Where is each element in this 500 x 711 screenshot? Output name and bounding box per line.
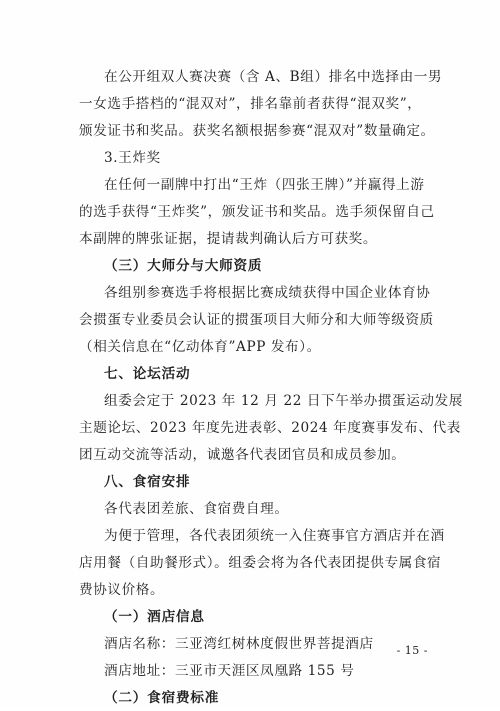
section-heading-master-points: （三）大师分与大师资质	[104, 258, 263, 274]
paragraph-line: 各代表团差旅、食宿费自理。	[104, 501, 289, 517]
paragraph-line: 会掼蛋专业委员会认证的掼蛋项目大师分和大师等级资质	[79, 312, 434, 328]
section-heading-accommodation: 八、食宿安排	[104, 474, 191, 490]
subsection-heading-hotel-info: （一）酒店信息	[104, 609, 205, 625]
paragraph-line: 团互动交流等活动，诚邀各代表团官员和成员参加。	[79, 447, 406, 463]
subheading: 3.王炸奖	[104, 150, 161, 166]
paragraph-line: 各组别参赛选手将根据比赛成绩获得中国企业体育协	[104, 285, 431, 301]
paragraph-line: （相关信息在“亿动体育”APP 发布）。	[79, 339, 321, 355]
paragraph-line: 主题论坛、2023 年度先进表彰、2024 年度赛事发布、代表	[79, 420, 461, 436]
paragraph-line: 一女选手搭档的“混双对”，排名靠前者获得“混双奖”，	[79, 96, 422, 112]
hotel-address: 酒店地址：三亚市天涯区凤凰路 155 号	[104, 663, 355, 679]
paragraph-line: 为便于管理，各代表团须统一入住赛事官方酒店并在酒	[104, 528, 445, 544]
page-number: - 15 -	[396, 644, 428, 657]
paragraph-line: 店用餐（自助餐形式）。组委会将为各代表团提供专属食宿	[79, 555, 442, 571]
hotel-name: 酒店名称：三亚湾红树林度假世界菩提酒店	[104, 636, 374, 652]
paragraph-line: 颁发证书和奖品。获奖名额根据参赛“混双对”数量确定。	[79, 123, 435, 139]
paragraph-line: 组委会定于 2023 年 12 月 22 日下午举办掼蛋运动发展	[104, 393, 464, 409]
paragraph-line: 费协议价格。	[79, 582, 165, 598]
section-heading-forum: 七、论坛活动	[104, 366, 191, 382]
paragraph-line: 本副牌的牌张证据，提请裁判确认后方可获奖。	[79, 231, 378, 247]
paragraph-line: 的选手获得“王炸奖”，颁发证书和奖品。选手须保留自己	[79, 204, 435, 220]
paragraph-line: 在公开组双人赛决赛（含 A、B组）排名中选择由一男	[104, 69, 443, 85]
paragraph-line: 在任何一副牌中打出“王炸（四张王牌）”并赢得上游	[104, 177, 425, 193]
subsection-heading-fee-standard: （二）食宿费标准	[104, 690, 220, 706]
